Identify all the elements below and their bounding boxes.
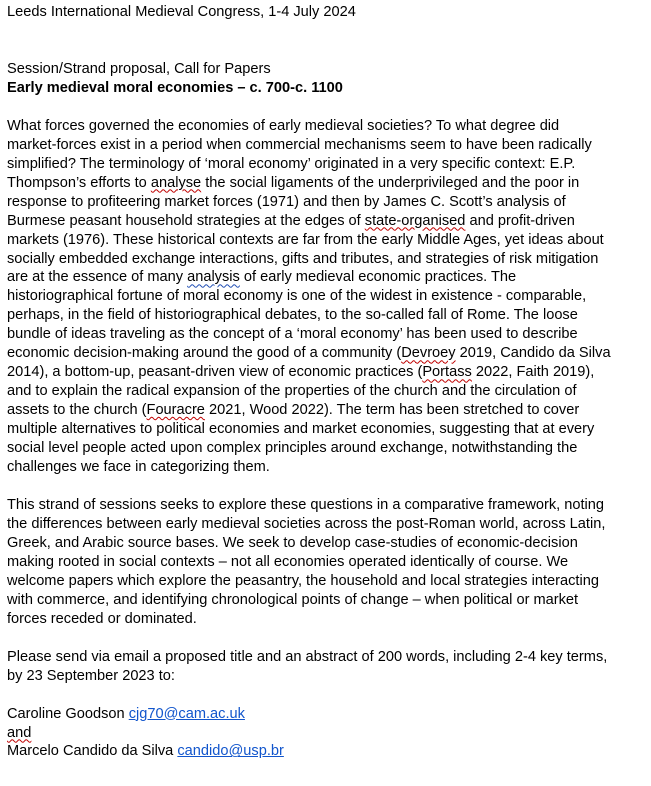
paragraph-introduction: [7, 117, 647, 477]
contact-conjunction: [7, 724, 647, 743]
blank-gap: [7, 629, 647, 648]
contact-caroline-goodson: [7, 705, 647, 724]
text-line: economic decision-making around the good of a community (Devroey 2019, Candido da Silva: [7, 345, 611, 362]
paragraph-strand-description: [7, 496, 647, 629]
session-title: Early medieval moral economies – c. 700-c. 1100: [7, 79, 343, 96]
text-line: social level people acted upon complex principles around exchange, notwithstanding the: [7, 440, 578, 457]
text-line: What forces governed the economies of early medieval societies? To what degree did: [7, 117, 560, 134]
text-line: socially embedded exchange interactions, gifts and tributes, and strategies of risk mitigation: [7, 250, 599, 267]
text-line: multiple alternatives to political economies and market economies, suggesting that at every: [7, 421, 595, 438]
text-line: 2014), a bottom-up, peasant-driven view of economic practices (Portass 2022, Faith 2019),: [7, 364, 595, 381]
text-line: Greek, and Arabic source bases. We seek to develop case-studies of economic-decision: [7, 534, 578, 551]
conference-header: Leeds International Medieval Congress, 1-4 July 2024: [7, 4, 356, 20]
spelling-flag[interactable]: Portass: [422, 364, 472, 381]
spelling-flag[interactable]: Devroey: [401, 345, 456, 362]
text-line: are at the essence of many analysis of early medieval economic practices. The: [7, 269, 517, 286]
text-line: welcome papers which explore the peasantry, the household and local strategies interacting: [7, 572, 599, 589]
spelling-flag[interactable]: analyse: [150, 174, 202, 191]
text-line: making rooted in social contexts – not all economies operated identically of course. We: [7, 553, 569, 570]
paragraph-submission-instructions: [7, 648, 647, 686]
text-line: Thompson’s efforts to analyse the social ligaments of the underprivileged and the poor in: [7, 174, 580, 191]
email-link-goodson[interactable]: cjg70@cam.ac.uk: [128, 705, 245, 722]
text-line: forces receded or dominated.: [7, 610, 197, 627]
text-line: response to profiteering market forces (1971) and then by James C. Scott’s analysis of: [7, 193, 566, 210]
text-line: perhaps, in the field of historiographical debates, to the so-called fall of Rome. The loose: [7, 307, 578, 324]
spelling-flag[interactable]: Fouracre: [146, 402, 205, 419]
text-line: Please send via email a proposed title and an abstract of 200 words, including 2-4 key terms,: [7, 648, 608, 665]
blank-gap: [7, 477, 647, 496]
text-line: markets (1976). These historical contexts are far from the early Middle Ages, yet ideas about: [7, 231, 604, 248]
email-link-candido[interactable]: candido@usp.br: [177, 743, 284, 760]
contact-name: Caroline Goodson: [7, 705, 129, 722]
contact-marcelo-candido-da-silva: [7, 742, 647, 761]
spelling-flag[interactable]: state-organised: [364, 212, 466, 229]
text-line: Burmese peasant household strategies at the edges of state-organised and profit-driven: [7, 212, 575, 229]
text-line: simplified? The terminology of ‘moral economy’ originated in a very specific context: E.P.: [7, 155, 576, 172]
document-page: [7, 0, 647, 761]
text-line: by 23 September 2023 to:: [7, 667, 175, 684]
proposal-type: Session/Strand proposal, Call for Papers: [7, 60, 271, 77]
text-line: historiographical fortune of moral economy is one of the widest in existence - comparable,: [7, 288, 587, 305]
text-line: challenges we face in categorizing them.: [7, 459, 270, 476]
text-line: the differences between early medieval societies across the post-Roman world, across Latin,: [7, 515, 606, 532]
contact-name: Marcelo Candido da Silva: [7, 743, 178, 760]
text-line: This strand of sessions seeks to explore these questions in a comparative framework, noting: [7, 496, 605, 513]
grammar-flag[interactable]: analysis: [187, 269, 240, 286]
text-line: with commerce, and identifying chronological points of change – when political or market: [7, 591, 579, 608]
blank-gap: [7, 98, 647, 117]
text-line: bundle of ideas traveling as the concept of a ‘moral economy’ has been used to describe: [7, 326, 578, 343]
blank-gap: [7, 22, 647, 60]
text-line: and to explain the radical expansion of the properties of the church and the circulation of: [7, 383, 577, 400]
blank-gap: [7, 686, 647, 705]
spelling-flag[interactable]: and: [7, 724, 32, 741]
text-line: assets to the church (Fouracre 2021, Wood 2022). The term has been stretched to cover: [7, 402, 580, 419]
text-line: market-forces exist in a period when commercial mechanisms seem to have been radically: [7, 136, 592, 153]
contact-list: [7, 705, 647, 762]
